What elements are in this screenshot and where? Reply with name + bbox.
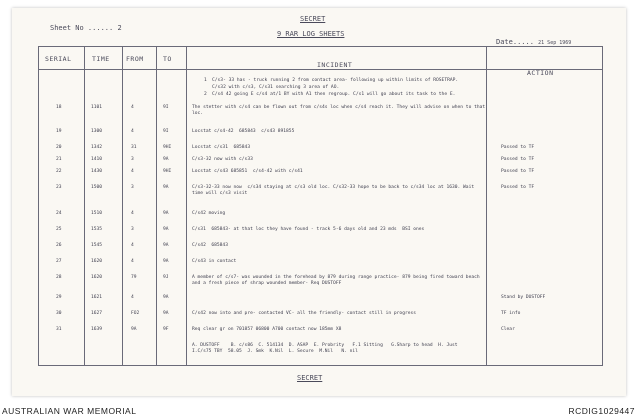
- incident-cell: C/s31 685843- at that loc they have found - track 5-6 days old and 23 mds BSI ones: [192, 227, 425, 232]
- from-cell: FO2: [131, 311, 140, 316]
- incident-cell: C/s42 685843: [192, 243, 228, 248]
- column-header-action: ACTION: [527, 69, 554, 77]
- incident-cell: Locstat c/s31 685843: [192, 145, 251, 150]
- log-table: SERIAL TIME FROM TO INCIDENT ACTION 1 C/s3- 33 has - truck running 2 from contact area- following up within limits of ROSETRAP. C/s32 with c/s3, C/s31 searching 3 area of AO. 2 C/s4 42 going E c/s4 at/1 BY with A1 then regroup. C/s1 will go about its task to the E. 18 1101 4 9I The stetter with c/s4 can be flown out from c/s4s loc when c/s4 reach it. They will advise on when to that loc. 19 1300 4 9I Locstat c/s4-42 685843 c/s43 891855 20 1342 31 9HI Locstat c/s31 685843 Passed to TF 21 1410 3 9A C/s3-32 now with c/s33 Passed to TF 22 1430 4 9HI Locstat c/s43 685851 c/s4-42 with c/s41 Passed to TF 23 1500 3 9A C/s3-32-33 now now c/s34 staying at c/s3 old loc. C/s32-33 hope to be back to c/s34 loc at 1630. Wait time will c/s3 visit Passed to TF 24 1510 4 9A C/s42 moving 25 1535 3 9A C/s31 685843- at that loc they have found - track 5-6 days old and 23 mds BSI ones 26 1545 4 9A C/s42 685843 27 1620 4 9A C/s43 in contact 28 1620 79 9J A member of c/s7- was wounded in the forehead by 879 during range practice- 879 being fired toward beach and a fresh piece of shrap wounded member- Req DUSTOFF 29 1621 4 9A Stand by DUSTOFF 30 1627 FO2 9A C/s42 now into and pre- contacted VC- all the friendly- contact still in progress TF info 31 1639 9A 9F Req clear gr on 701857 06800 A700 contact now 185mm X8 Clear A. DUSTOFF B. c/s86 C. 514134 D. ASAP E. Probrity F.1 Sitting G.Sharp to head H. Just I.C/s75 TBY 58.05 J. Smk K.Nil L. Secure M.Nil N. nil: [38, 46, 603, 366]
- time-cell: 1621: [91, 295, 103, 300]
- column-header-time: TIME: [92, 55, 110, 63]
- action-cell: Clear: [501, 327, 515, 332]
- time-cell: 1430: [91, 169, 103, 174]
- serial-cell: 30: [56, 311, 62, 316]
- time-cell: 1500: [91, 185, 103, 190]
- time-cell: 1300: [91, 129, 103, 134]
- serial-cell: 19: [56, 129, 62, 134]
- time-cell: 1342: [91, 145, 103, 150]
- from-cell: 3: [131, 185, 134, 190]
- serial-cell: 29: [56, 295, 62, 300]
- to-cell: 9A: [163, 243, 169, 248]
- action-cell: Passed to TF: [501, 169, 535, 174]
- action-cell: Passed to TF: [501, 145, 535, 150]
- from-cell: 4: [131, 129, 134, 134]
- time-cell: 1545: [91, 243, 103, 248]
- action-cell: Passed to TF: [501, 185, 535, 190]
- to-cell: 9A: [163, 295, 169, 300]
- incident-cell: A. DUSTOFF B. c/s86 C. 514134 D. ASAP E. Probrity F.1 Sitting G.Sharp to head H. Just I.C/s75 TBY 58.05 J. Smk K.Nil L. Secure M.Nil N. nil: [192, 343, 458, 354]
- action-cell: TF info: [501, 311, 521, 316]
- serial-cell: 24: [56, 211, 62, 216]
- from-cell: 3: [131, 157, 134, 162]
- incident-cell: Req clear gr on 701857 06800 A700 contact now 185mm X8: [192, 327, 342, 332]
- time-cell: 1101: [91, 105, 103, 110]
- action-cell: Passed to TF: [501, 157, 535, 162]
- from-cell: 4: [131, 295, 134, 300]
- serial-cell: 23: [56, 185, 62, 190]
- to-cell: 9A: [163, 185, 169, 190]
- serial-cell: 25: [56, 227, 62, 232]
- time-cell: 1627: [91, 311, 103, 316]
- to-cell: 9F: [163, 327, 169, 332]
- classification-top: SECRET: [300, 15, 326, 23]
- archive-footer: [0, 404, 639, 419]
- column-header-from: FROM: [126, 55, 144, 63]
- incident-cell: Locstat c/s4-42 685843 c/s43 891855: [192, 129, 295, 134]
- incident-cell: A member of c/s7- was wounded in the forehead by 879 during range practice- 879 being fired toward beach and a fresh piece of shrap wounded member- Req DUSTOFF: [192, 275, 480, 286]
- incident-cell: C/s42 moving: [192, 211, 226, 216]
- time-cell: 1620: [91, 259, 103, 264]
- from-cell: 79: [131, 275, 137, 280]
- from-cell: 4: [131, 259, 134, 264]
- to-cell: 9HI: [163, 145, 172, 150]
- from-cell: 4: [131, 169, 134, 174]
- from-cell: 3: [131, 227, 134, 232]
- incident-cell: C/s3-32 now with c/s33: [192, 157, 253, 162]
- column-header-serial: SERIAL: [45, 55, 72, 63]
- to-cell: 9J: [163, 275, 169, 280]
- serial-cell: 31: [56, 327, 62, 332]
- incident-cell: Locstat c/s43 685851 c/s4-42 with c/s41: [192, 169, 303, 174]
- sheet-number-label: Sheet No ...... 2: [50, 24, 122, 32]
- serial-cell: 22: [56, 169, 62, 174]
- time-cell: 1620: [91, 275, 103, 280]
- document-title: 9 RAR LOG SHEETS: [277, 30, 345, 38]
- from-cell: 9A: [131, 327, 137, 332]
- from-cell: 31: [131, 145, 137, 150]
- column-header-incident: INCIDENT: [317, 61, 353, 69]
- to-cell: 9A: [163, 157, 169, 162]
- from-cell: 4: [131, 105, 134, 110]
- to-cell: 9I: [163, 129, 169, 134]
- column-header-to: TO: [163, 55, 172, 63]
- to-cell: 9A: [163, 259, 169, 264]
- incident-cell: C/s3-32-33 now now c/s34 staying at c/s3 old loc. C/s32-33 hope to be back to c/s34 loc at 1630. Wait time will c/s3 visit: [192, 185, 475, 196]
- serial-cell: 21: [56, 157, 62, 162]
- archive-reference: RCDIG1029447: [568, 406, 635, 416]
- to-cell: 9A: [163, 227, 169, 232]
- to-cell: 9I: [163, 105, 169, 110]
- from-cell: 4: [131, 243, 134, 248]
- date-label: Date..... 21 Sep 1969: [496, 38, 572, 46]
- serial-cell: 26: [56, 243, 62, 248]
- serial-cell: 27: [56, 259, 62, 264]
- action-cell: Stand by DUSTOFF: [501, 295, 546, 300]
- time-cell: 1639: [91, 327, 103, 332]
- serial-cell: 18: [56, 105, 62, 110]
- time-cell: 1535: [91, 227, 103, 232]
- to-cell: 9A: [163, 311, 169, 316]
- from-cell: 4: [131, 211, 134, 216]
- time-cell: 1410: [91, 157, 103, 162]
- to-cell: 9HI: [163, 169, 172, 174]
- incident-cell: C/s43 in contact: [192, 259, 237, 264]
- incident-cell: The stetter with c/s4 can be flown out from c/s4s loc when c/s4 reach it. They will advise on when to that loc.: [192, 105, 486, 116]
- classification-bottom: SECRET: [297, 374, 323, 382]
- archive-name: AUSTRALIAN WAR MEMORIAL: [2, 406, 137, 416]
- incident-cell: C/s42 now into and pre- contacted VC- all the friendly- contact still in progress: [192, 311, 417, 316]
- time-cell: 1510: [91, 211, 103, 216]
- to-cell: 9A: [163, 211, 169, 216]
- serial-cell: 28: [56, 275, 62, 280]
- serial-cell: 20: [56, 145, 62, 150]
